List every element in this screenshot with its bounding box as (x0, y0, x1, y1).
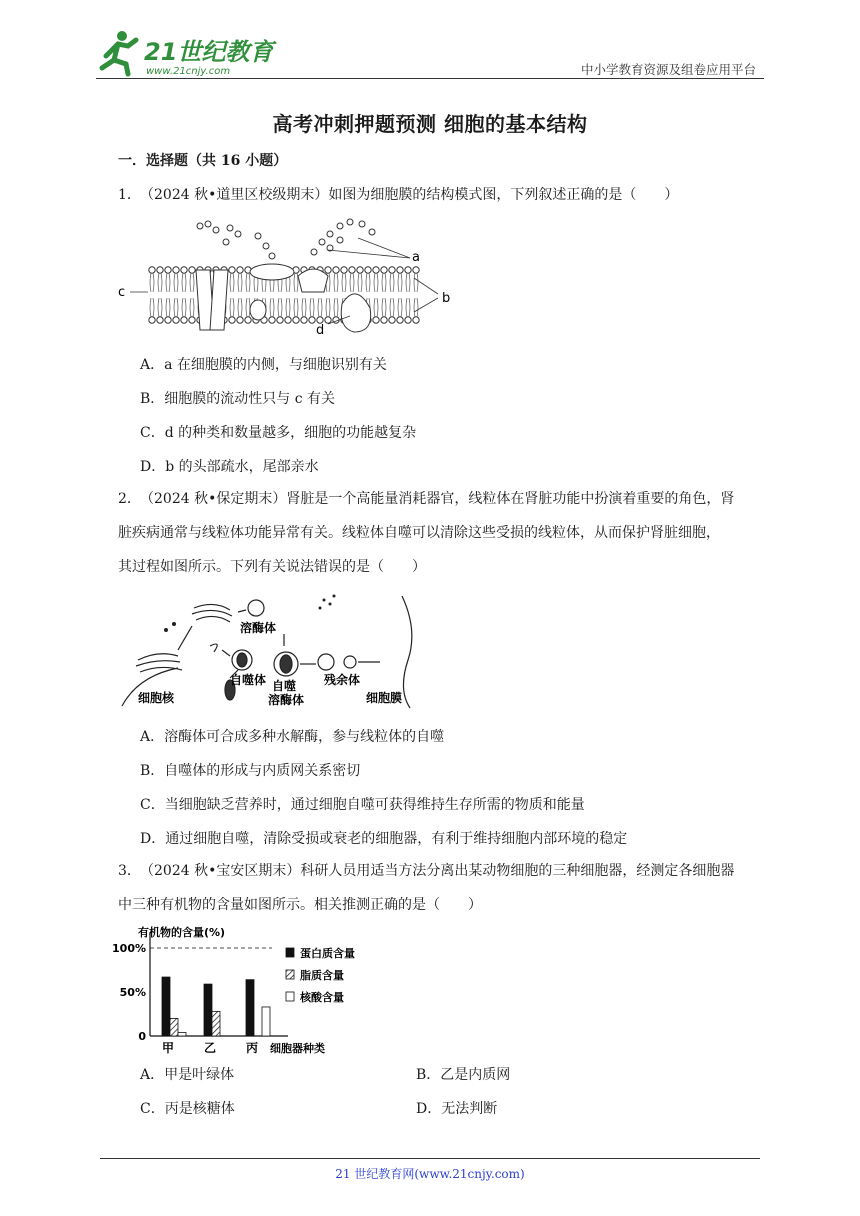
logo-url: www.21cnjy.com (146, 66, 231, 77)
residual-body-icon (318, 654, 334, 670)
surface-protein (250, 264, 294, 280)
option-1d[interactable]: D．b 的头部疏水，尾部亲水 (140, 459, 319, 475)
platform-name: 中小学教育资源及组卷应用平台 (580, 62, 756, 77)
stem-line: 中三种有机物的含量如图所示。相关推测正确的是（ ） (118, 897, 482, 913)
stem-line: （2024 秋•保定期末）肾脏是一个高能量消耗器官，线粒体在肾脏功能中扮演着重要的角色，肾 (140, 491, 735, 507)
runner-icon (102, 31, 136, 74)
fatty-acid-tail (278, 298, 282, 317)
phospholipid-head (373, 317, 379, 323)
fatty-acid-tail (382, 298, 386, 317)
fatty-acid-tail (334, 298, 338, 317)
phospholipid-head (277, 317, 283, 323)
transmembrane-protein-d (341, 294, 370, 332)
label-b: b (442, 291, 451, 306)
fatty-acid-tail (246, 273, 250, 292)
label-autolysosome: 溶酶体 (268, 693, 305, 707)
organelle-chart (112, 924, 378, 1062)
legend-label: 蛋白质含量 (300, 947, 355, 960)
stem-line: （2024 秋•道里区校级期末）如图为细胞膜的结构模式图，下列叙述正确的是（ ） (140, 187, 679, 203)
section-heading: 一．选择题（共 16 小题） (118, 153, 288, 169)
legend-swatch (286, 992, 294, 1001)
fatty-acid-tail (166, 273, 170, 292)
bar-核酸含量 (178, 1032, 186, 1036)
label-cell-membrane: 细胞膜 (366, 691, 403, 705)
cell-membrane-curve (402, 596, 412, 708)
phospholipid-head (373, 267, 379, 273)
phospholipid-head (389, 267, 395, 273)
phospholipid-head (173, 267, 179, 273)
bar-蛋白质含量 (204, 984, 212, 1036)
fatty-acid-tail (238, 298, 242, 317)
fatty-acid-tail (294, 273, 298, 292)
option-2a[interactable]: A．溶酶体可合成多种水解酶，参与线粒体的自噬 (140, 729, 445, 745)
phospholipid-head (397, 317, 403, 323)
label-c: c (118, 285, 126, 300)
phospholipid-head (325, 317, 331, 323)
phospholipid-head (389, 317, 395, 323)
fatty-acid-tail (182, 273, 186, 292)
label-residual-body: 残余体 (324, 673, 361, 687)
phospholipid-head (157, 267, 163, 273)
phospholipid-head (229, 267, 235, 273)
question-2-stem (118, 482, 768, 584)
x-tick-label: 乙 (203, 1041, 217, 1055)
option-1b[interactable]: B．细胞膜的流动性只与 c 有关 (140, 391, 336, 407)
membrane-figure (118, 212, 468, 344)
label-autophagosome: 自噬体 (230, 673, 267, 687)
fatty-acid-tail (358, 273, 362, 292)
footer-divider (100, 1158, 760, 1159)
label-nucleus: 细胞核 (138, 691, 175, 705)
phospholipid-head (397, 267, 403, 273)
phospholipid-head (269, 317, 275, 323)
phospholipid-head (405, 317, 411, 323)
fatty-acid-tail (374, 273, 378, 292)
inner-protein (250, 300, 266, 320)
phospholipid-head (165, 317, 171, 323)
legend-swatch (286, 948, 294, 957)
stem-line: 其过程如图所示。下列有关说法错误的是（ ） (118, 559, 426, 575)
label-a: a (412, 250, 420, 265)
fatty-acid-tail (174, 298, 178, 317)
legend-label: 脂质含量 (300, 969, 344, 982)
phospholipid-head (333, 267, 339, 273)
fatty-acid-tail (390, 273, 394, 292)
embedded-protein (298, 269, 328, 292)
question-number: 2． (118, 491, 141, 507)
phospholipid-head (189, 317, 195, 323)
phospholipid-head (181, 317, 187, 323)
question-1-stem (118, 178, 768, 212)
phospholipid-head (229, 317, 235, 323)
question-number: 3． (118, 863, 141, 879)
fatty-acid-tail (398, 273, 402, 292)
phospholipid-head (285, 317, 291, 323)
fatty-acid-tail (326, 298, 330, 317)
option-2d[interactable]: D．通过细胞自噬，清除受损或衰老的细胞器，有利于维持细胞内部环境的稳定 (140, 831, 628, 847)
lysosome-icon (248, 600, 264, 616)
fatty-acid-tail (238, 273, 242, 292)
fatty-acid-tail (150, 298, 154, 317)
fatty-acid-tail (230, 298, 234, 317)
option-3a[interactable]: A．甲是叶绿体 (140, 1067, 235, 1083)
phospholipid-head (181, 267, 187, 273)
option-3b[interactable]: B．乙是内质网 (416, 1067, 511, 1083)
option-1a[interactable]: A．a 在细胞膜的内侧，与细胞识别有关 (140, 357, 387, 373)
y-tick-label: 0 (138, 1030, 146, 1043)
phospholipid-head (189, 267, 195, 273)
fatty-acid-tail (246, 298, 250, 317)
phospholipid-head (405, 267, 411, 273)
bar-脂质含量 (170, 1018, 178, 1036)
fatty-acid-tail (158, 273, 162, 292)
fatty-acid-tail (302, 298, 306, 317)
option-2c[interactable]: C．当细胞缺乏营养时，通过细胞自噬可获得维持生存所需的物质和能量 (140, 797, 585, 813)
label-lysosome: 溶酶体 (240, 621, 277, 635)
fatty-acid-tail (366, 273, 370, 292)
stem-line: 脏疾病通常与线粒体功能异常有关。线粒体自噬可以清除这些受损的线粒体，从而保护肾脏细胞， (118, 525, 720, 541)
phospholipid-head (301, 317, 307, 323)
fatty-acid-tail (294, 298, 298, 317)
fatty-acid-tail (414, 273, 418, 292)
fatty-acid-tail (406, 273, 410, 292)
phospholipid-head (325, 267, 331, 273)
option-3d[interactable]: D．无法判断 (416, 1101, 498, 1117)
fatty-acid-tail (318, 298, 322, 317)
phospholipid-head (381, 317, 387, 323)
phospholipid-head (341, 267, 347, 273)
phospholipid-head (413, 267, 419, 273)
phospholipid-head (349, 267, 355, 273)
golgi-icon (192, 604, 232, 622)
phospholipid-head (309, 317, 315, 323)
y-tick-label: 50% (119, 986, 146, 999)
fatty-acid-tail (374, 298, 378, 317)
fatty-acid-tail (230, 273, 234, 292)
fatty-acid-tail (350, 273, 354, 292)
fatty-acid-tail (414, 298, 418, 317)
header-divider (96, 78, 764, 79)
phospholipid-head (237, 317, 243, 323)
bar-脂质含量 (212, 1011, 220, 1036)
fatty-acid-tail (334, 273, 338, 292)
option-1c[interactable]: C．d 的种类和数量越多，细胞的功能越复杂 (140, 425, 417, 441)
er-cisternae (136, 654, 182, 672)
label-autophagy: 自噬 (272, 679, 297, 693)
phagophore-icon (210, 644, 217, 652)
bar-核酸含量 (262, 1007, 270, 1036)
bar-蛋白质含量 (162, 977, 170, 1036)
y-tick-label: 100% (112, 942, 146, 955)
phospholipid-head (157, 317, 163, 323)
fatty-acid-tail (310, 298, 314, 317)
question-3-stem (118, 854, 768, 922)
y-axis-label: 有机物的含量(%) (138, 926, 226, 939)
fatty-acid-tail (270, 298, 274, 317)
stem-line: （2024 秋•宝安区期末）科研人员用适当方法分离出某动物细胞的三种细胞器，经测定各细胞器 (140, 863, 735, 879)
x-axis-label: 细胞器种类 (270, 1042, 325, 1055)
fatty-acid-tail (174, 273, 178, 292)
fatty-acid-tail (150, 273, 154, 292)
fatty-acid-tail (158, 298, 162, 317)
fatty-acid-tail (406, 298, 410, 317)
page-title: 高考冲刺押题预测 细胞的基本结构 (272, 112, 588, 136)
phospholipid-head (357, 267, 363, 273)
legend-swatch (286, 970, 294, 979)
phospholipid-head (381, 267, 387, 273)
x-tick-label: 丙 (245, 1041, 259, 1055)
question-number: 1． (118, 187, 141, 203)
label-d: d (316, 323, 325, 338)
fatty-acid-tail (398, 298, 402, 317)
phospholipid-head (413, 317, 419, 323)
legend-label: 核酸含量 (300, 991, 344, 1004)
option-3c[interactable]: C．丙是核糖体 (140, 1101, 235, 1117)
logo-text: 21世纪教育 (144, 38, 274, 66)
site-logo (92, 26, 274, 80)
glycan-chains (197, 219, 375, 259)
bar-蛋白质含量 (246, 980, 254, 1036)
phospholipid-head (173, 317, 179, 323)
fatty-acid-tail (166, 298, 170, 317)
phospholipid-head (293, 317, 299, 323)
phospholipid-head (365, 267, 371, 273)
footer-text[interactable]: 21 世纪教育网(www.21cnjy.com) (335, 1167, 525, 1181)
phospholipid-head (149, 317, 155, 323)
fatty-acid-tail (342, 273, 346, 292)
phospholipid-head (165, 267, 171, 273)
autophagy-figure (118, 590, 418, 714)
phospholipid-head (245, 317, 251, 323)
fatty-acid-tail (182, 298, 186, 317)
fatty-acid-tail (190, 298, 194, 317)
x-tick-label: 甲 (161, 1041, 175, 1055)
fatty-acid-tail (390, 298, 394, 317)
fatty-acid-tail (382, 273, 386, 292)
option-2b[interactable]: B．自噬体的形成与内质网关系密切 (140, 763, 361, 779)
fatty-acid-tail (190, 273, 194, 292)
phospholipid-head (149, 267, 155, 273)
fatty-acid-tail (286, 298, 290, 317)
phospholipid-head (237, 267, 243, 273)
